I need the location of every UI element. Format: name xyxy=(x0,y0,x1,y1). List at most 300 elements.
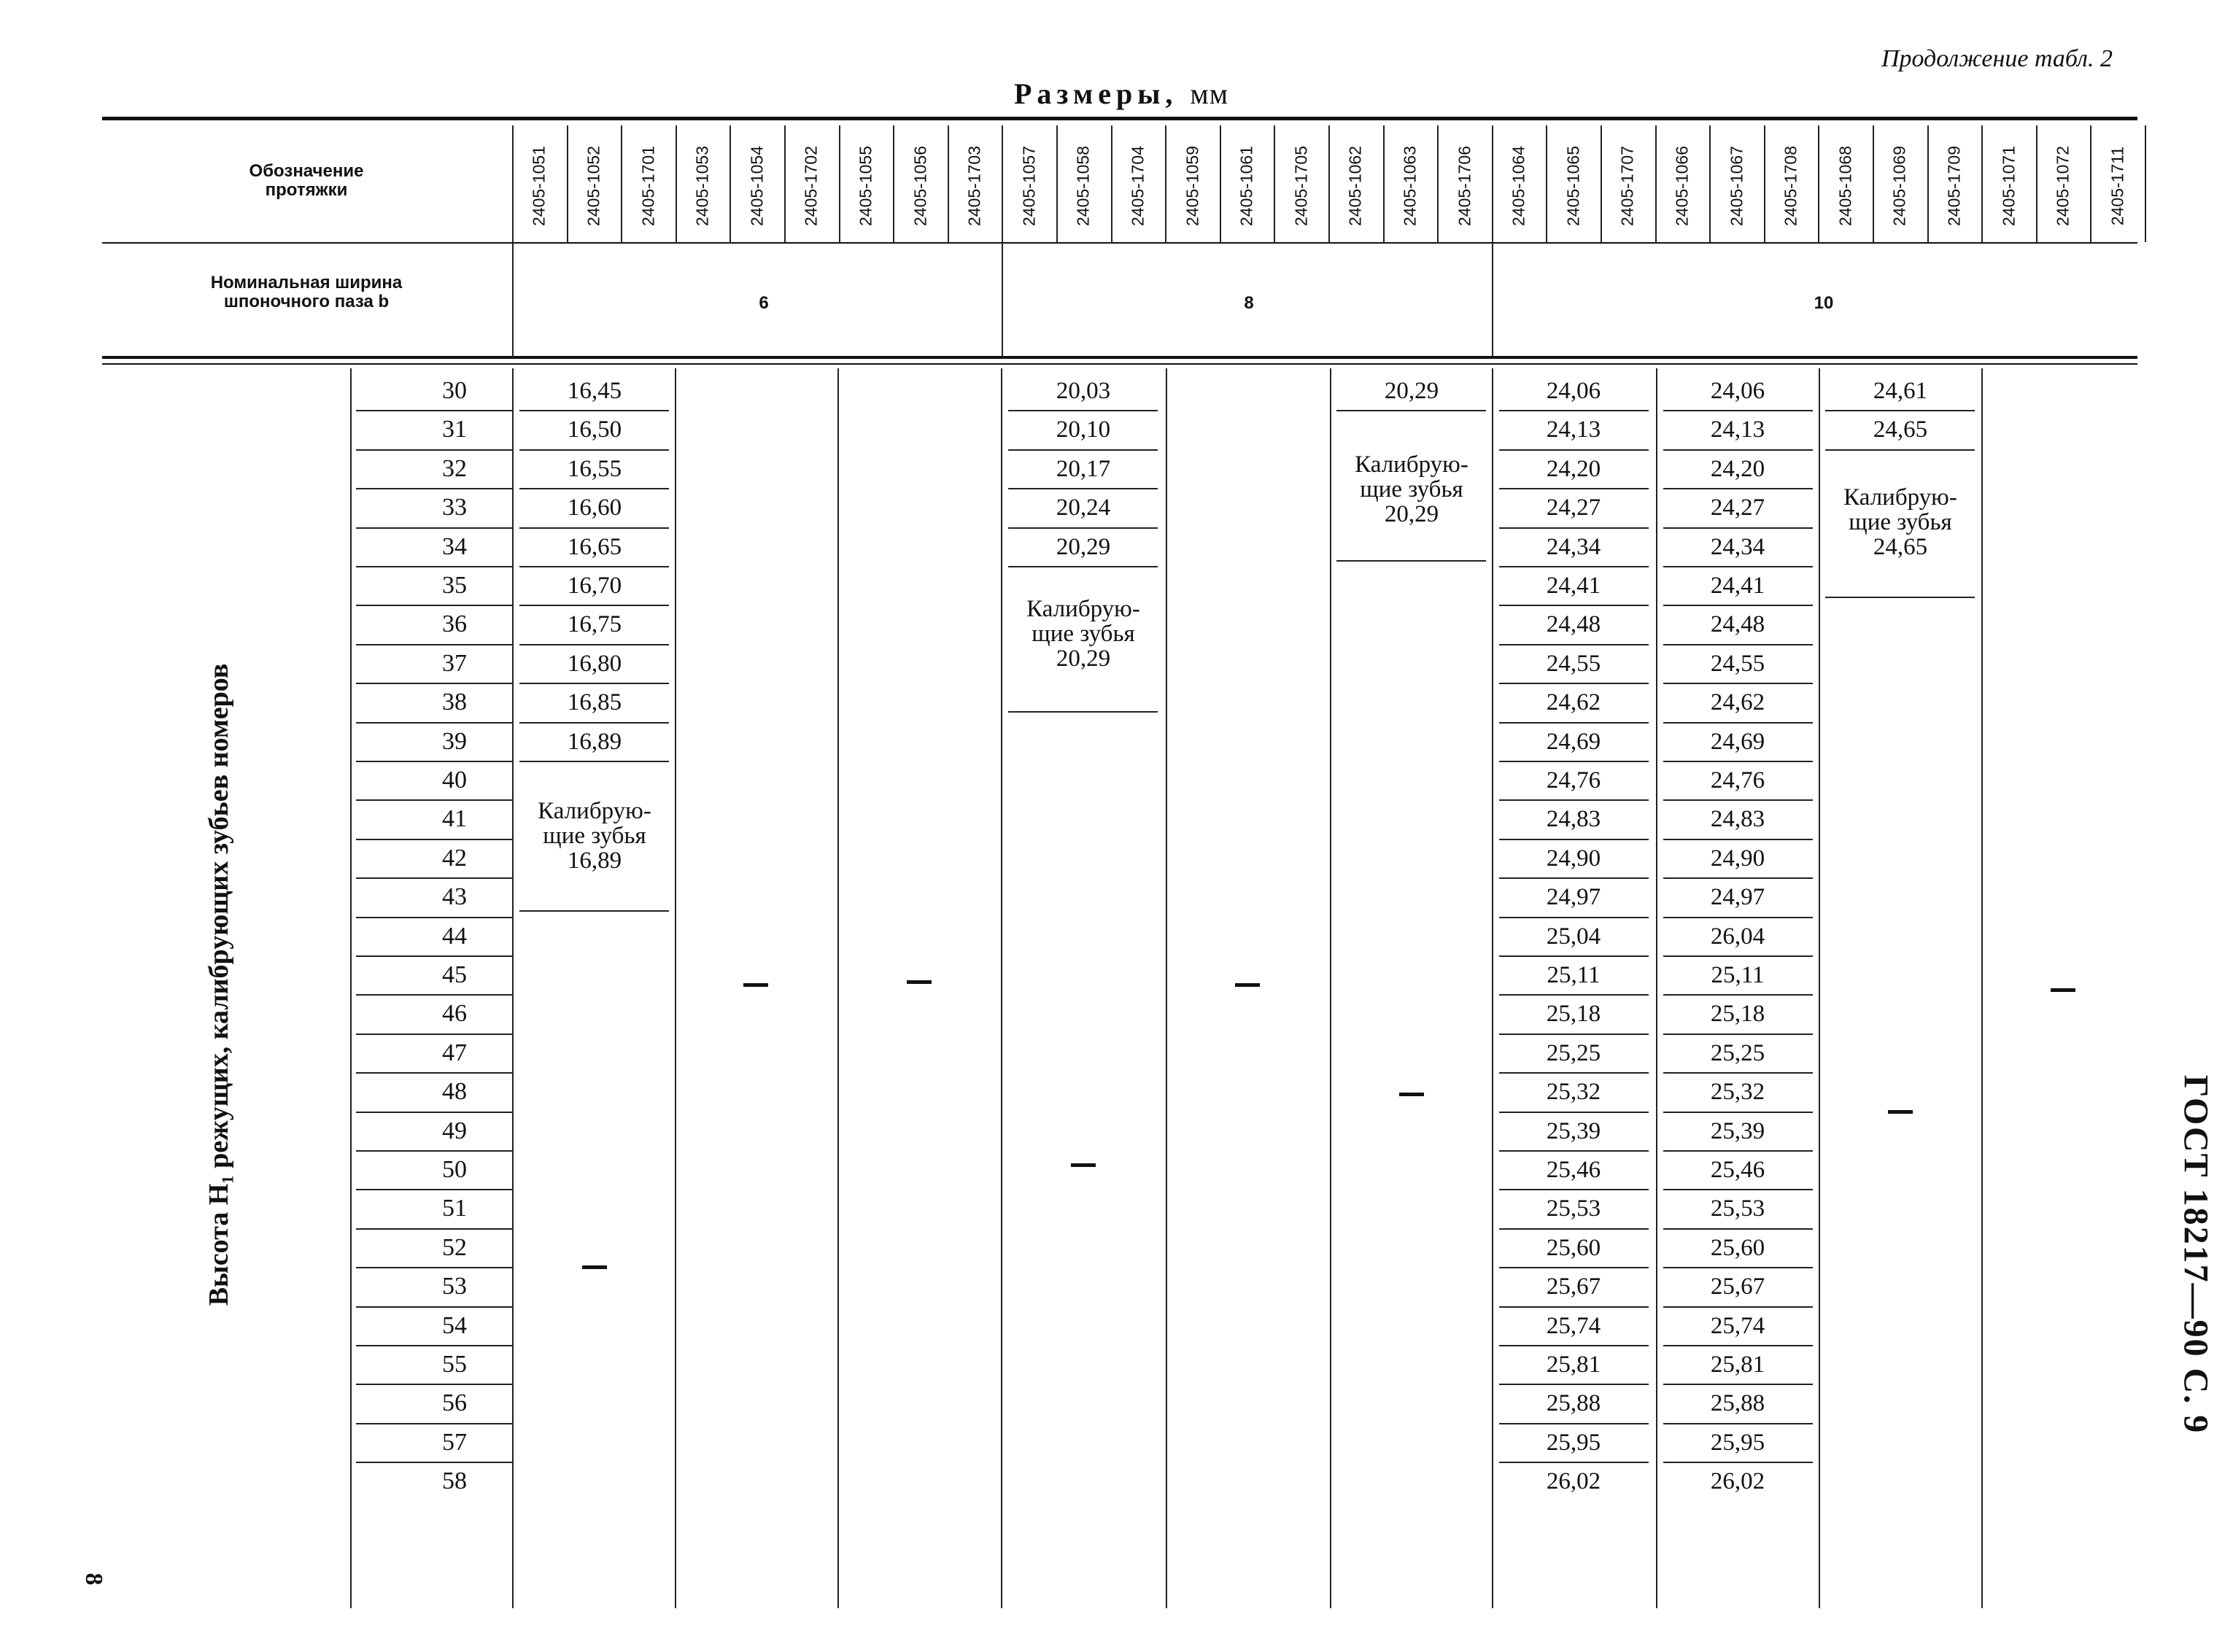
tooth-number: 48 xyxy=(442,1078,467,1106)
value-cell: 16,65 xyxy=(567,533,622,560)
code-column-divider xyxy=(1111,125,1112,242)
value-cell: 25,74 xyxy=(1546,1312,1601,1339)
value-cell: 20,29 xyxy=(1384,378,1439,404)
designation-code: 2405-1708 xyxy=(1781,146,1800,226)
row-separator xyxy=(356,1267,512,1268)
designation-code: 2405-1703 xyxy=(964,146,984,226)
cell-separator xyxy=(1663,644,1813,645)
value-cell: 26,02 xyxy=(1546,1468,1601,1495)
value-cell: 20,24 xyxy=(1056,495,1111,521)
code-column-divider xyxy=(2145,125,2146,242)
value-cell: 25,60 xyxy=(1546,1234,1601,1261)
cell-separator xyxy=(1663,410,1813,411)
width-label: Номинальная ширина шпоночного паза b xyxy=(210,273,403,311)
cell-separator xyxy=(1499,722,1649,724)
code-column-divider xyxy=(1546,125,1547,242)
row-separator xyxy=(356,683,512,684)
value-cell: 25,04 xyxy=(1546,923,1601,950)
designation-code: 2405-1069 xyxy=(1889,146,1909,226)
row-separator xyxy=(356,955,512,957)
cell-separator xyxy=(1663,527,1813,529)
designation-code: 2405-1706 xyxy=(1455,146,1474,226)
code-column-divider xyxy=(676,125,677,242)
cell-separator xyxy=(1663,877,1813,879)
value-cell: 24,27 xyxy=(1546,495,1601,521)
row-separator xyxy=(356,1189,512,1190)
cell-separator xyxy=(519,683,669,684)
cell-separator xyxy=(1499,1112,1649,1113)
code-column-divider xyxy=(948,125,949,242)
cell-separator xyxy=(1663,1189,1813,1190)
value-cell: 24,41 xyxy=(1710,573,1765,599)
tooth-number: 49 xyxy=(442,1117,467,1144)
value-cell: 25,18 xyxy=(1710,1001,1765,1028)
body-column-line xyxy=(1981,368,1983,1608)
row-separator xyxy=(356,1423,512,1424)
designation-code: 2405-1707 xyxy=(1617,146,1637,226)
dash-mark xyxy=(1071,1163,1096,1167)
code-column-divider xyxy=(567,125,568,242)
designation-code: 2405-1711 xyxy=(2108,146,2127,226)
value-cell: 25,95 xyxy=(1546,1429,1601,1456)
tooth-number: 43 xyxy=(442,883,467,911)
designation-code: 2405-1064 xyxy=(1509,146,1528,226)
tooth-number: 55 xyxy=(442,1351,467,1378)
designation-code: 2405-1072 xyxy=(2053,146,2073,226)
cell-separator xyxy=(519,722,669,724)
cell-separator xyxy=(519,761,669,762)
designation-code: 2405-1057 xyxy=(1019,146,1039,226)
code-column-divider xyxy=(1437,125,1439,242)
value-cell: 25,60 xyxy=(1710,1234,1765,1261)
value-cell: 26,02 xyxy=(1710,1468,1765,1495)
width-10: 10 xyxy=(1814,293,1834,313)
designation-code: 2405-1709 xyxy=(1944,146,1964,226)
designation-code: 2405-1054 xyxy=(747,146,767,226)
tooth-number: 34 xyxy=(442,532,467,560)
tooth-number: 41 xyxy=(442,805,467,833)
row-separator xyxy=(356,566,512,567)
cell-separator xyxy=(1663,1462,1813,1463)
cell-separator xyxy=(1499,1034,1649,1035)
header-bottom-rule xyxy=(102,356,2137,359)
code-column-divider xyxy=(1002,125,1003,242)
row-separator xyxy=(356,839,512,840)
note-bottom xyxy=(519,910,669,912)
row-separator xyxy=(356,605,512,606)
value-cell: 24,34 xyxy=(1710,533,1765,560)
tooth-number: 46 xyxy=(442,1000,467,1028)
height-axis-label: Высота H₁ режущих, калибрующих зубьев номеров xyxy=(204,663,234,1306)
designation-label: Обозначение протяжки xyxy=(249,161,364,200)
cell-separator xyxy=(1499,955,1649,957)
cell-separator xyxy=(1663,1072,1813,1074)
value-cell: 24,06 xyxy=(1546,378,1601,404)
cell-separator xyxy=(1663,1345,1813,1346)
code-column-divider xyxy=(893,125,894,242)
note-bottom xyxy=(1825,597,1975,598)
value-cell: 25,39 xyxy=(1710,1117,1765,1144)
value-cell: 24,62 xyxy=(1710,689,1765,716)
calibrating-note: Калибрую- щие зубья 16,89 xyxy=(538,798,651,874)
tooth-number: 37 xyxy=(442,649,467,677)
cell-separator xyxy=(1499,1150,1649,1152)
cell-separator xyxy=(519,527,669,529)
dash-mark xyxy=(582,1265,607,1269)
row-separator xyxy=(356,488,512,489)
designation-code: 2405-1058 xyxy=(1073,146,1093,226)
code-column-divider xyxy=(1220,125,1221,242)
body-column-line xyxy=(675,368,676,1608)
cell-separator xyxy=(519,410,669,411)
code-column-divider xyxy=(1165,125,1166,242)
value-cell: 25,81 xyxy=(1546,1352,1601,1378)
tooth-number: 33 xyxy=(442,494,467,521)
cell-separator xyxy=(1663,566,1813,567)
cell-separator xyxy=(1008,566,1158,567)
continuation-note: Продолжение табл. 2 xyxy=(1881,45,2113,72)
body-column-line xyxy=(1330,368,1331,1608)
cell-separator xyxy=(1499,1384,1649,1385)
code-column-divider xyxy=(1383,125,1385,242)
code-column-divider xyxy=(2036,125,2037,242)
cell-separator xyxy=(1499,527,1649,529)
value-cell: 25,88 xyxy=(1546,1390,1601,1417)
value-cell: 16,85 xyxy=(567,689,622,716)
value-cell: 24,61 xyxy=(1873,378,1928,404)
cell-separator xyxy=(1663,917,1813,918)
header-bottom-rule-2 xyxy=(102,363,2137,365)
tooth-number: 40 xyxy=(442,767,467,794)
tooth-number: 45 xyxy=(442,961,467,988)
cell-separator xyxy=(1008,488,1158,489)
cell-separator xyxy=(1499,449,1649,451)
designation-code: 2405-1056 xyxy=(910,146,929,226)
header-divider-rule xyxy=(102,242,2137,244)
value-cell: 24,90 xyxy=(1546,845,1601,872)
cell-separator xyxy=(519,449,669,451)
code-column-divider xyxy=(1927,125,1929,242)
value-cell: 25,53 xyxy=(1710,1195,1765,1222)
cell-separator xyxy=(1663,1423,1813,1424)
row-separator xyxy=(356,1384,512,1385)
row-separator xyxy=(356,761,512,762)
tooth-number: 42 xyxy=(442,844,467,872)
value-cell: 25,67 xyxy=(1710,1273,1765,1300)
designation-code: 2405-1059 xyxy=(1183,146,1201,226)
row-separator xyxy=(356,799,512,801)
designation-code: 2405-1062 xyxy=(1345,146,1365,226)
cell-separator xyxy=(1336,410,1486,411)
tooth-number: 30 xyxy=(442,377,467,404)
row-separator xyxy=(356,1345,512,1346)
code-column-divider xyxy=(784,125,786,242)
value-cell: 16,45 xyxy=(567,378,622,404)
row-separator xyxy=(356,994,512,996)
tooth-number: 47 xyxy=(442,1039,467,1066)
row-separator xyxy=(356,1228,512,1230)
value-cell: 25,25 xyxy=(1546,1039,1601,1066)
code-column-divider xyxy=(1873,125,1874,242)
cell-separator xyxy=(1499,761,1649,762)
value-cell: 25,53 xyxy=(1546,1195,1601,1222)
code-column-divider xyxy=(621,125,622,242)
width-group-divider xyxy=(1492,242,1493,356)
tooth-number: 53 xyxy=(442,1273,467,1300)
value-cell: 24,90 xyxy=(1710,845,1765,872)
value-cell: 25,46 xyxy=(1710,1157,1765,1183)
value-cell: 24,76 xyxy=(1546,767,1601,794)
value-cell: 25,95 xyxy=(1710,1429,1765,1456)
code-column-divider xyxy=(1328,125,1330,242)
value-cell: 24,76 xyxy=(1710,767,1765,794)
value-cell: 24,06 xyxy=(1710,378,1765,404)
cell-separator xyxy=(1008,410,1158,411)
value-cell: 25,25 xyxy=(1710,1039,1765,1066)
cell-separator xyxy=(1663,1384,1813,1385)
cell-separator xyxy=(1663,488,1813,489)
tooth-number: 32 xyxy=(442,454,467,482)
designation-code: 2405-1702 xyxy=(801,146,821,226)
designation-code: 2405-1065 xyxy=(1563,146,1583,226)
body-column-line xyxy=(512,368,514,1608)
cell-separator xyxy=(1499,1228,1649,1230)
row-separator xyxy=(356,917,512,918)
value-cell: 25,32 xyxy=(1710,1079,1765,1106)
code-column-divider xyxy=(1492,125,1493,242)
row-separator xyxy=(356,1072,512,1074)
row-separator xyxy=(356,722,512,724)
row-separator xyxy=(356,1150,512,1152)
body-column-line xyxy=(1656,368,1657,1608)
cell-separator xyxy=(519,644,669,645)
body-column-line xyxy=(1001,368,1002,1608)
cell-separator xyxy=(1663,955,1813,957)
tooth-number: 38 xyxy=(442,689,467,716)
page-mark: 8 xyxy=(80,1572,107,1586)
code-column-divider xyxy=(1274,125,1275,242)
value-cell: 24,97 xyxy=(1710,884,1765,911)
value-cell: 24,55 xyxy=(1546,650,1601,677)
width-group-divider xyxy=(1002,242,1003,356)
dash-mark xyxy=(1235,983,1260,987)
value-cell: 16,55 xyxy=(567,455,622,482)
cell-separator xyxy=(519,605,669,606)
code-column-divider xyxy=(1655,125,1657,242)
value-cell: 25,32 xyxy=(1546,1079,1601,1106)
cell-separator xyxy=(1008,449,1158,451)
tooth-number: 51 xyxy=(442,1195,467,1222)
value-cell: 16,60 xyxy=(567,495,622,521)
cell-separator xyxy=(1663,799,1813,801)
note-bottom xyxy=(1336,560,1486,562)
dash-mark xyxy=(743,983,768,987)
row-separator xyxy=(356,1034,512,1035)
cell-separator xyxy=(1499,1189,1649,1190)
gost-page-id: ГОСТ 18217—90 С. 9 xyxy=(2176,1074,2215,1435)
cell-separator xyxy=(1825,449,1975,451)
cell-separator xyxy=(1499,1462,1649,1463)
dash-mark xyxy=(1399,1093,1424,1096)
code-column-divider xyxy=(839,125,840,242)
designation-code: 2405-1068 xyxy=(1835,146,1855,226)
value-cell: 24,20 xyxy=(1710,455,1765,482)
row-separator xyxy=(356,410,512,411)
code-column-divider xyxy=(1981,125,1983,242)
calibrating-note: Калибрую- щие зубья 20,29 xyxy=(1026,596,1140,672)
cell-separator xyxy=(1499,1267,1649,1268)
value-cell: 20,03 xyxy=(1056,378,1111,404)
cell-separator xyxy=(1499,1306,1649,1308)
cell-separator xyxy=(1499,1423,1649,1424)
row-separator xyxy=(356,527,512,529)
body-column-line xyxy=(1819,368,1820,1608)
table-title xyxy=(1014,77,1228,111)
row-separator xyxy=(356,644,512,645)
value-cell: 25,11 xyxy=(1547,962,1601,988)
designation-code: 2405-1701 xyxy=(638,146,657,226)
value-cell: 25,67 xyxy=(1546,1273,1601,1300)
designation-code: 2405-1704 xyxy=(1128,146,1148,226)
value-cell: 24,27 xyxy=(1710,495,1765,521)
code-column-divider xyxy=(1601,125,1602,242)
value-cell: 24,48 xyxy=(1546,611,1601,638)
code-column-divider xyxy=(1709,125,1711,242)
width-8: 8 xyxy=(1244,293,1254,313)
cell-separator xyxy=(1663,1306,1813,1308)
cell-separator xyxy=(1499,994,1649,996)
value-cell: 16,50 xyxy=(567,416,622,443)
dash-mark xyxy=(1888,1110,1913,1114)
note-bottom xyxy=(1008,711,1158,713)
designation-code: 2405-1052 xyxy=(584,146,603,226)
code-column-divider xyxy=(1056,125,1058,242)
value-cell: 25,11 xyxy=(1711,962,1765,988)
dash-mark xyxy=(2051,988,2075,992)
tooth-number: 52 xyxy=(442,1233,467,1261)
cell-separator xyxy=(1663,1034,1813,1035)
cell-separator xyxy=(1663,1112,1813,1113)
cell-separator xyxy=(1499,839,1649,840)
value-cell: 25,39 xyxy=(1546,1117,1601,1144)
value-cell: 16,75 xyxy=(567,611,622,638)
cell-separator xyxy=(1499,488,1649,489)
title-unit: мм xyxy=(1190,77,1229,110)
cell-separator xyxy=(1499,566,1649,567)
cell-separator xyxy=(1499,877,1649,879)
dash-mark xyxy=(907,980,932,984)
row-separator xyxy=(356,449,512,451)
value-cell: 16,80 xyxy=(567,650,622,677)
value-cell: 25,88 xyxy=(1710,1390,1765,1417)
value-cell: 16,89 xyxy=(567,728,622,755)
cell-separator xyxy=(1008,527,1158,529)
body-column-line xyxy=(350,368,352,1608)
designation-code: 2405-1705 xyxy=(1291,146,1311,226)
code-column-divider xyxy=(2090,125,2091,242)
cell-separator xyxy=(1663,605,1813,606)
row-separator xyxy=(356,1306,512,1308)
table-top-rule xyxy=(102,117,2137,120)
tooth-number: 54 xyxy=(442,1311,467,1339)
value-cell: 25,46 xyxy=(1546,1157,1601,1183)
tooth-number: 56 xyxy=(442,1389,467,1417)
cell-separator xyxy=(1499,799,1649,801)
cell-separator xyxy=(1663,1150,1813,1152)
designation-code: 2405-1053 xyxy=(692,146,712,226)
tooth-number: 36 xyxy=(442,610,467,638)
body-column-line xyxy=(1492,368,1493,1608)
value-cell: 25,81 xyxy=(1710,1352,1765,1378)
value-cell: 24,13 xyxy=(1710,416,1765,443)
tooth-number: 35 xyxy=(442,572,467,599)
cell-separator xyxy=(1499,644,1649,645)
value-cell: 24,34 xyxy=(1546,533,1601,560)
value-cell: 24,13 xyxy=(1546,416,1601,443)
cell-separator xyxy=(1499,605,1649,606)
code-column-divider xyxy=(1764,125,1765,242)
value-cell: 24,83 xyxy=(1546,806,1601,833)
title-text: Размеры, xyxy=(1014,77,1178,110)
calibrating-note: Калибрую- щие зубья 24,65 xyxy=(1843,484,1957,560)
body-column-line xyxy=(837,368,839,1608)
cell-separator xyxy=(1663,722,1813,724)
value-cell: 25,74 xyxy=(1710,1312,1765,1339)
row-separator xyxy=(356,1462,512,1463)
cell-separator xyxy=(1825,410,1975,411)
value-cell: 26,04 xyxy=(1710,923,1765,950)
value-cell: 24,83 xyxy=(1710,806,1765,833)
value-cell: 16,70 xyxy=(567,573,622,599)
cell-separator xyxy=(1499,683,1649,684)
cell-separator xyxy=(519,488,669,489)
tooth-number: 44 xyxy=(442,922,467,950)
value-cell: 20,17 xyxy=(1056,455,1111,482)
tooth-number: 58 xyxy=(442,1467,467,1495)
row-separator xyxy=(356,1112,512,1113)
value-cell: 24,69 xyxy=(1710,728,1765,755)
code-column-divider xyxy=(1818,125,1819,242)
code-column-divider xyxy=(730,125,731,242)
cell-separator xyxy=(1663,683,1813,684)
value-cell: 24,41 xyxy=(1546,573,1601,599)
cell-separator xyxy=(1663,449,1813,451)
designation-code: 2405-1055 xyxy=(856,146,875,226)
value-cell: 24,48 xyxy=(1710,611,1765,638)
width-6: 6 xyxy=(759,293,769,313)
cell-separator xyxy=(1499,917,1649,918)
header-left-border xyxy=(512,125,514,357)
value-cell: 24,55 xyxy=(1710,650,1765,677)
tooth-number: 39 xyxy=(442,727,467,755)
body-column-line xyxy=(1166,368,1167,1608)
value-cell: 25,18 xyxy=(1546,1001,1601,1028)
tooth-number: 50 xyxy=(442,1156,467,1183)
designation-code: 2405-1066 xyxy=(1672,146,1692,226)
cell-separator xyxy=(1663,1267,1813,1268)
value-cell: 24,20 xyxy=(1546,455,1601,482)
value-cell: 24,69 xyxy=(1546,728,1601,755)
designation-code: 2405-1051 xyxy=(529,146,549,226)
value-cell: 24,65 xyxy=(1873,416,1928,443)
cell-separator xyxy=(1499,1345,1649,1346)
cell-separator xyxy=(1499,410,1649,411)
tooth-number: 57 xyxy=(442,1428,467,1456)
designation-code: 2405-1071 xyxy=(1999,146,2018,226)
designation-code: 2405-1067 xyxy=(1727,146,1746,226)
designation-code: 2405-1063 xyxy=(1400,146,1420,226)
cell-separator xyxy=(1499,1072,1649,1074)
